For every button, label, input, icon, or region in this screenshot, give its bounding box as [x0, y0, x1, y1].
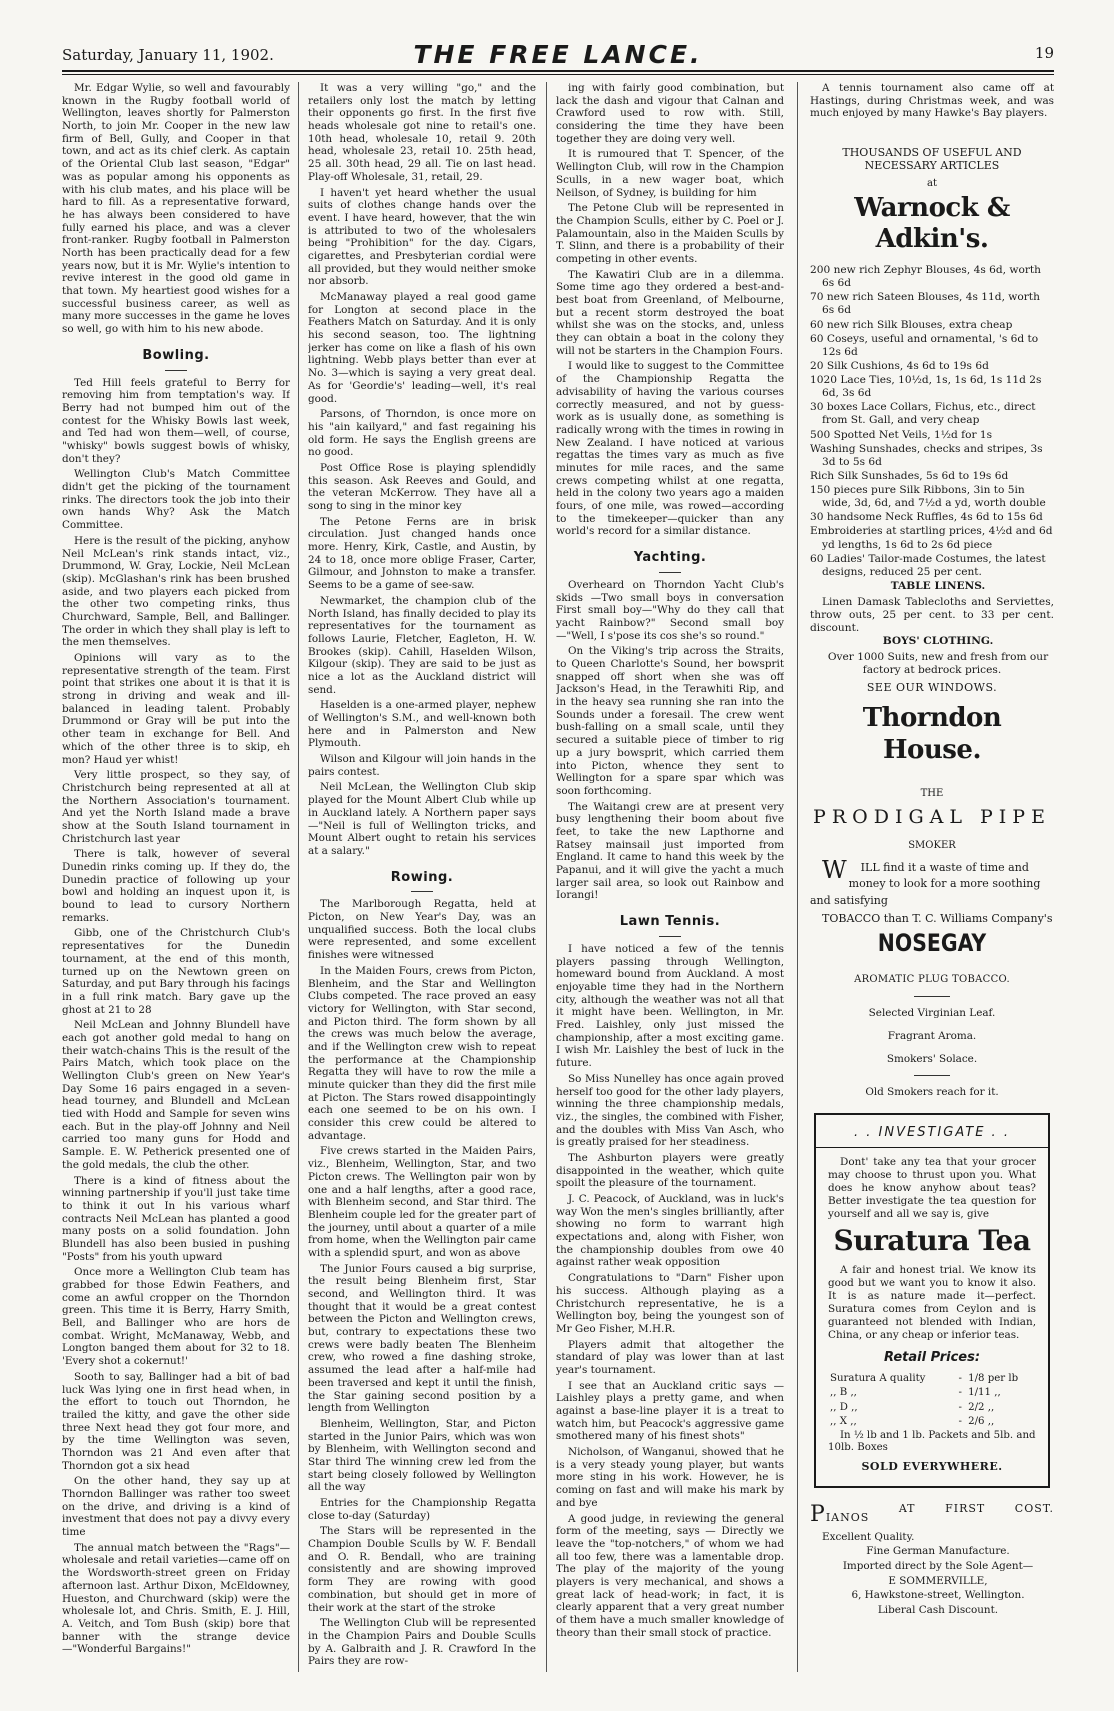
section-heading-rowing: Rowing.: [308, 870, 536, 893]
section-heading-bowling: Bowling.: [62, 348, 290, 371]
advert-subheading: TABLE LINENS.: [890, 579, 986, 592]
article-paragraph: There is a kind of fitness about the winning partnership if you'll just take time to think it out In his various wharf contracts Neil McLean has planted a good many posts on a solid foundation. John Blundell has also been busied in pushing "Posts" from his youth upward: [62, 1174, 290, 1263]
article-paragraph: In the Maiden Fours, crews from Picton, Blenheim, and the Star and Wellington Clubs competed. The race proved an easy victory for Wellington, with Star second, and Picton third. The form shown by all the crews was much below the average, and if the Wellington crew wish to repeat the performance at the Championship Regatta they will have to row the mile a minute quicker than they did the first mile at Picton. The Stars rowed disappointingly each one seemed to be on his own. I consider this crew could be altered to advantage.: [308, 964, 536, 1142]
article-paragraph: Overheard on Thorndon Yacht Club's skids —Two small boys in conversation First small boy—"Why do they call that yacht Rainbow?" Second small boy —"Well, I s'pose its cos she's so round.": [556, 578, 784, 642]
pianos-heading-word: AT: [898, 1501, 916, 1515]
pianos-heading-word: COST.: [1014, 1501, 1054, 1515]
retail-prices-heading: Retail Prices:: [883, 1349, 981, 1365]
column-2: [308, 82, 536, 1672]
article-paragraph: The Wellington Club will be represented in the Champion Pairs and Double Sculls by A. Galbraith and J. R. Crawford In the Pairs they are row-: [308, 1617, 536, 1668]
article-paragraph: The Junior Fours caused a big surprise, the result being Blenheim first, Star second, and Wellington third. It was thought that it would be a great contest between the Picton and Wellington crews, but, contrary to expectations these two crews were badly beaten The Blenheim crew, who rowed a fine dashing stroke, assumed the lead after a half-mile had been traversed and kept it until the finish, the Star gaining second position by a length from Wellington: [308, 1262, 536, 1415]
tea-advert-text: A fair and honest trial. We know its good but we want you to know it also. It is as nature made it—perfect. Suratura comes from Ceylon and is guaranteed not blended with Indian, China, or any cheap or inferior teas.: [828, 1263, 1036, 1341]
article-paragraph: The Marlborough Regatta, held at Picton, on New Year's Day, was an unqualified success. Both the local clubs were represented, and some excellent finishes were witnessed: [308, 898, 536, 962]
advert-subheading: BOYS' CLOTHING.: [882, 635, 994, 648]
article-paragraph: The Waitangi crew are at present very busy lengthening their boom about five feet, to take the new Lapthorne and Ratsey mainsail just imported from England. It came to hand this week by the Papanui, and it will give the yacht a much larger sail area, so look out Rainbow and Iorangi!: [556, 800, 784, 902]
nosegay-feature: Fragrant Aroma.: [887, 1029, 977, 1042]
nosegay-subtitle: AROMATIC PLUG TOBACCO.: [854, 973, 1010, 985]
price-row: [828, 1372, 1036, 1386]
pianos-manufacture: Fine German Manufacture.: [866, 1545, 1010, 1558]
nosegay-tobacco-advert: [810, 788, 1054, 1099]
article-paragraph: It is rumoured that T. Spencer, of the Wellington Club, will row in the Champion Sculls, in a new wager boat, which Neilson, of Sydney, is building for him: [556, 148, 784, 199]
advert-item: 150 pieces pure Silk Ribbons, 3in to 5in wide, 3d, 6d, and 7½d a yd, worth double: [810, 484, 1046, 510]
article-paragraph: ing with fairly good combination, but lack the dash and vigour that Calnan and Crawford used to row with. Still, considering the time they have been together they are doing very well.: [556, 82, 784, 145]
sold-everywhere: SOLD EVERYWHERE.: [861, 1460, 1003, 1474]
article-paragraph: Nicholson, of Wanganui, showed that he is a very steady young player, but wants more sting in his work. However, he is coming on fast and will make his mark by and bye: [556, 1446, 784, 1509]
article-paragraph: Blenheim, Wellington, Star, and Picton started in the Junior Pairs, which was won by Blenheim, with Wellington second and Star third The winning crew led from the start being closely followed by Wellington all the way: [308, 1417, 536, 1494]
article-paragraph: Sooth to say, Ballinger had a bit of bad luck Was lying one in first head when, in the effort to touch out Thorndon, he trailed the kitty, and gave the other side three Next head they got four more, and by the time Wellington was seven, Thorndon was 21 And even after that Thorndon got a six head: [62, 1370, 290, 1472]
column-divider: [298, 82, 299, 1672]
advert-item: 60 Ladies' Tailor-made Costumes, the latest designs, reduced 25 per cent.: [810, 552, 1046, 578]
article-paragraph: I have noticed a few of the tennis players passing through Wellington, homeward bound from Auckland. A most enjoyable time they had in the Northern city, although the weather was not all that it might have been. Wellington, in Mr. Fred. Laishley, only just missed the championship, after a most exciting game. I wish Mr. Laishley the best of luck in the future.: [556, 942, 784, 1070]
price-value: 1/11 ,,: [968, 1387, 1001, 1399]
advert-rule: [914, 1075, 950, 1076]
article-paragraph: Very little prospect, so they say, of Christchurch being represented at all at the Northern Association's tournament. And yet the North Island made a brave show at the South Island tournament in Christchurch last year: [62, 769, 290, 845]
article-paragraph: Entries for the Championship Regatta close to-day (Saturday): [308, 1497, 536, 1522]
price-value: 1/8 per lb: [968, 1372, 1019, 1384]
column-1: [62, 82, 290, 1672]
pianos-address: 6, Hawkstone-street, Wellington.: [851, 1589, 1025, 1602]
article-paragraph: I haven't yet heard whether the usual suits of clothes change hands over the event. I have heard, however, that the win is attributed to two of the wholesalers being "Prohibition" for the day. Cigars, cigarettes, and Presbyterian cordial were all provided, but they would neither smoke nor absorb.: [308, 186, 536, 288]
advert-item: Rich Silk Sunshades, 5s 6d to 19s 6d: [810, 469, 1009, 482]
pipe-the: THE: [920, 788, 944, 800]
article-paragraph: Mr. Edgar Wylie, so well and favourably known in the Rugby football world of Wellington, leaves shortly for Palmerston North, to join Mr. Cooper in the new law firm of Bell, Gully, and Cooper in that town, and act as its chief clerk. As captain of the Oriental Club last season, "Edgar" was as popular among his opponents as with his club mates, and his place will be hard to fill. As a representative forward, he has always been considered to have fully earned his place, and was a clever front-ranker. Rugby football in Palmerston North has been practically dead for a few years now, but it is Mr. Wylie's intention to revive interest in the good old game in that town. My heartiest good wishes for a successful business career, as well as many more successes in the game he loves so well, go with him to his new abode.: [62, 82, 290, 336]
price-dash: -: [958, 1416, 962, 1428]
advert-at: at: [927, 178, 937, 190]
article-paragraph: On the other hand, they say up at Thorndon Ballinger was rather too sweet on the drive, and driving is a kind of investment that does not pay a divvy every time: [62, 1475, 290, 1539]
newspaper-title: THE FREE LANCE.: [413, 40, 703, 69]
masthead-rule-thin: [62, 74, 1054, 75]
pianos-quality: Excellent Quality.: [822, 1530, 915, 1543]
article-paragraph: Opinions will vary as to the representative strength of the team. First point that strikes one about it is that it is strong in driving and weak and ill-balanced in leading talent. Probably Drummond or Gray will be put into the other team in exchange for Bell. And which of the other three is to skip, eh mon? Haud yer whist!: [62, 652, 290, 766]
price-dash: -: [958, 1401, 962, 1413]
price-row: [828, 1401, 1036, 1415]
price-table: [828, 1372, 1036, 1430]
article-paragraph: Wellington Club's Match Committee didn't get the picking of the tournament rinks. The directors took the job into their own hands Why? Ask the Match Committee.: [62, 468, 290, 532]
column-divider: [546, 82, 547, 1672]
article-paragraph: The Ashburton players were greatly disappointed in the weather, which quite spoilt the pleasure of the tournament.: [556, 1151, 784, 1190]
article-paragraph: Neil McLean and Johnny Blundell have each got another gold medal to hang on their watch-chains This is the result of the Pairs Match, which took place on the Wellington Club's green on New Year's Day Some 16 pairs engaged in a seven-head tourney, and Blundell and McLean tied with Hodd and Sample for seven wins each. But in the play-off Johnny and Neil carried too many guns for Hodd and Sample. E. W. Petherick presented one of the gold medals, the club the other.: [62, 1019, 290, 1171]
tennis-note: [810, 82, 1054, 120]
nosegay-feature: Selected Virginian Leaf.: [868, 1007, 996, 1020]
article-paragraph: Haselden is a one-armed player, nephew of Wellington's S.M., and well-known both here and in Palmerston and New Plymouth.: [308, 699, 536, 750]
price-quality: Suratura A quality: [830, 1372, 926, 1384]
price-dash: -: [958, 1372, 962, 1384]
article-paragraph: A good judge, in reviewing the general form of the meeting, says — Directly we leave the "top-notchers," of whom we had all too few, there was a lamentable drop. The play of the majority of the young players is very mechanical, and shows a great lack of head-work; in fact, it is clearly apparent that a very great number of them have a much smaller knowledge of theory than their small stock of practice.: [556, 1512, 784, 1639]
advert-item: 30 boxes Lace Collars, Fichus, etc., direct from St. Gall, and very cheap: [810, 401, 1036, 427]
advert-item: Over 1000 Suits, new and fresh from our factory at bedrock prices.: [827, 651, 1049, 677]
article-paragraph: It was a very willing "go," and the retailers only lost the match by letting their opponents go first. In the first five heads wholesale got nine to retail's one. 10th head, wholesale 10, retail 9. 20th head, wholesale 23, retail 10. 25th head, 25 all. 30th head, 29 all. Tie on last head. Play-off Wholesale, 31, retail, 29.: [308, 82, 536, 183]
article-paragraph: On the Viking's trip across the Straits, to Queen Charlotte's Sound, her bowsprit snapped off short when she was off Jackson's Head, in the Terawhiti Rip, and in the heavy sea running she ran into the Sounds under a foresail. The crew went bush-falling on a small scale, until they secured a suitable piece of timber to rig up a jury bowsprit, which carried them into Picton, whence they sent to Wellington for a spare spar which was soon forthcoming.: [556, 645, 784, 797]
price-quality: ,, X ,,: [830, 1416, 857, 1428]
article-paragraph: Congratulations to "Darn" Fisher upon his success. Although playing as a Christchurch representative, he is a Wellington boy, being the youngest son of Mr Geo Fisher, M.H.R.: [556, 1272, 784, 1335]
article-paragraph: Post Office Rose is playing splendidly this season. Ask Reeves and Gould, and the veteran McKerrow. They have all a song to sing in the minor key: [308, 461, 536, 512]
advert-item: 200 new rich Zephyr Blouses, 4s 6d, worth 6s 6d: [810, 264, 1041, 290]
pipe-title: PRODIGAL PIPE: [813, 806, 1051, 829]
price-row: [828, 1386, 1036, 1400]
advert-item: Embroideries at startling prices, 4½d and 6d yd lengths, 1s 6d to 2s 6d piece: [810, 525, 1053, 551]
advert-house-name: Thorndon House.: [862, 702, 1002, 765]
article-paragraph: There is talk, however of several Dunedin rinks coming up. If they do, the Dunedin practice of following up your bowl and holding an inquest upon it, is bound to lead to cursory Northern remarks.: [62, 848, 290, 924]
tea-advert-text: Dont' take any tea that your grocer may choose to thrust upon you. What does he know anyhow about teas? Better investigate the tea question for yourself and all we say is, give: [828, 1155, 1036, 1220]
pianos-word: IANOS: [825, 1510, 870, 1524]
advert-item: 30 handsome Neck Ruffles, 4s 6d to 15s 6d: [810, 511, 1043, 524]
article-paragraph: The Stars will be represented in the Champion Double Sculls by W. F. Bendall and O. R. Bendall, who are training consistently and are showing improved form They are rowing with good combination, but should get in more of their work at the start of the stroke: [308, 1525, 536, 1614]
column-4-advertisements: [810, 82, 1054, 1672]
advert-see-windows: SEE OUR WINDOWS.: [866, 681, 998, 695]
drop-cap: W: [822, 855, 847, 884]
drop-cap: P: [810, 1501, 826, 1527]
advert-item: 20 Silk Cushions, 4s 6d to 19s 6d: [810, 359, 989, 372]
article-paragraph: Neil McLean, the Wellington Club skip played for the Mount Albert Club while up in Auckland lately. A Northern paper says —"Neil is full of Wellington tricks, and Mount Albert ought to retain his services at a salary.": [308, 781, 536, 857]
article-paragraph: Five crews started in the Maiden Pairs, viz., Blenheim, Wellington, Star, and two Picton crews. The Wellington pair won by one and a half lengths, after a good race, with Blenheim second, and Star third. The Blenheim couple led for the greater part of the journey, until about a quarter of a mile from home, when the Wellington pair came with a splendid spurt, and won as above: [308, 1145, 536, 1259]
article-paragraph: The annual match between the "Rags"—wholesale and retail varieties—came off on the Wordsworth-street green on Friday afternoon last. Arthur Dixon, McEldowney, Hueston, and Churchward (skip) were the wholesale lot, and Chris. Smith, E. J. Hill, A. Veitch, and Tom Bush (skip) bore that banner with the strange device—"Wonderful Bargains!": [62, 1541, 290, 1656]
section-heading-lawn-tennis: Lawn Tennis.: [556, 914, 784, 937]
article-paragraph: The Kawatiri Club are in a dilemma. Some time ago they ordered a best-and-best boat from Greenland, of Melbourne, but a recent storm destroyed the boat whilst she was on the stocks, and, unless they can obtain a boat in the colony they will not be starters in the Champion Fours.: [556, 268, 784, 357]
article-paragraph: I see that an Auckland critic says — Laishley plays a pretty game, and when against a base-line player it is a treat to watch him, but Peacock's aggressive game smothered many of his finest shots": [556, 1379, 784, 1443]
nosegay-brand: NOSEGAY: [877, 928, 987, 957]
article-paragraph: Once more a Wellington Club team has grabbed for those Edwin Feathers, and come an awful cropper on the Thorndon green. This time it is Berry, Harry Smith, Bell, and Ballinger who are hors de combat. Wright, McManaway, Webb, and Longton banged them about for 32 to 18. 'Every shot a cokernut!': [62, 1266, 290, 1368]
price-quality: ,, B ,,: [830, 1387, 857, 1399]
article-paragraph: The Petone Ferns are in brisk circulation. Just changed hands once more. Henry, Kirk, Castle, and Austin, by 24 to 18, once more oblige Fraser, Carter, Gilmour, and Johnston to make a transfer. Seems to be a game of see-saw.: [308, 515, 536, 592]
masthead: [62, 40, 1054, 69]
advert-item: 1020 Lace Ties, 10½d, 1s, 1s 6d, 1s 11d 2s 6d, 3s 6d: [810, 374, 1042, 400]
tea-brand-name: Suratura Tea: [833, 1223, 1031, 1257]
issue-date: Saturday, January 11, 1902.: [62, 46, 274, 64]
pianos-heading: [810, 1502, 1054, 1529]
article-paragraph: A tennis tournament also came off at Hastings, during Christmas week, and was much enjoyed by many Hawke's Bay players.: [810, 82, 1054, 120]
pianos-heading-word: FIRST: [945, 1501, 986, 1515]
advert-item: 70 new rich Sateen Blouses, 4s 11d, worth 6s 6d: [810, 291, 1040, 317]
advert-item: Linen Damask Tablecloths and Serviettes, throw outs, 25 per cent. to 33 per cent. discount.: [810, 595, 1054, 635]
article-paragraph: Parsons, of Thorndon, is once more on his "ain kailyard," and fast regaining his old form. He says the English greens are no good.: [308, 408, 536, 459]
advert-item-list: [810, 264, 1054, 579]
article-paragraph: Wilson and Kilgour will join hands in the pairs contest.: [308, 753, 536, 778]
advert-rule: [914, 996, 950, 997]
tea-advert-title: . . INVESTIGATE . .: [816, 1125, 1048, 1148]
price-quality: ,, D ,,: [830, 1401, 858, 1413]
advert-store-name: Warnock & Adkin's.: [854, 192, 1010, 255]
article-paragraph: Here is the result of the picking, anyhow Neil McLean's rink stands intact, viz., Drummond, W. Gray, Lockie, Neil McLean (skip). McGlashan's rink has been brushed aside, and two players each picked from the other two competing rinks, thus Churchward, Sample, Bell, and Ballinger. The order in which they shall play is left to the men themselves.: [62, 534, 290, 649]
advert-item: Washing Sunshades, checks and stripes, 3s 3d to 5s 6d: [810, 442, 1043, 468]
price-row: [828, 1415, 1036, 1429]
article-paragraph: I would like to suggest to the Committee of the Championship Regatta the advisability of having the various courses correctly measured, and not by guess-work as is usually done, as something is radically wrong with the times in rowing in New Zealand. I have noticed at various regattas the times vary as much as five minutes for mile races, and the same crews competing whilst at one regatta, held in the colony two years ago a maiden fours, of one mile, was rowed—according to the timekeeper—quicker than any world's record for a similar distance.: [556, 360, 784, 538]
price-value: 2/6 ,,: [968, 1416, 995, 1428]
pianos-heading-word: [810, 1502, 869, 1529]
article-paragraph: J. C. Peacock, of Auckland, was in luck's way Won the men's singles brilliantly, after showing no form to warrant high expectations and, along with Fisher, won the championship doubles from owe 40 against rather weak opposition: [556, 1193, 784, 1269]
pianos-advert: [810, 1502, 1054, 1617]
advert-heading: THOUSANDS OF USEFUL AND NECESSARY ARTICLES: [842, 146, 1022, 173]
advert-item: 500 Spotted Net Veils, 1½d for 1s: [810, 428, 993, 441]
pipe-text-body: ILL find it a waste of time and money to look for a more soothing and satisfying: [810, 860, 1041, 907]
price-dash: -: [958, 1387, 962, 1399]
warnock-adkins-advert: [810, 146, 1054, 766]
advert-item: 60 new rich Silk Blouses, extra cheap: [810, 318, 1013, 331]
article-paragraph: Players admit that altogether the standard of play was lower than at last year's tournament.: [556, 1338, 784, 1376]
article-paragraph: Newmarket, the champion club of the North Island, has finally decided to play its representatives for the tournament as follows Laurie, Fletcher, Eagleton, H. W. Brookes (skip). Cahill, Haselden Wilson, Kilgour (skip). They are said to be just as nice a lot as the Auckland district will send.: [308, 594, 536, 696]
pipe-text: [810, 855, 1054, 910]
article-paragraph: The Petone Club will be represented in the Champion Sculls, either by C. Poel or J. Palamountain, also in the Maiden Sculls by T. Slinn, and there is a probability of their competing in other events.: [556, 202, 784, 265]
nosegay-feature: Old Smokers reach for it.: [865, 1086, 999, 1099]
pianos-discount: Liberal Cash Discount.: [877, 1604, 999, 1617]
article-paragraph: McManaway played a real good game for Longton at second place in the Feathers Match on Saturday. And it is only his second season, too. The lightning jerker has come on like a flash of his own lightning. Webb plays better than ever at No. 3—which is saying a very great deal. As for 'Geordie's' leading—well, it's real good.: [308, 291, 536, 405]
advert-item: 60 Coseys, useful and ornamental, 's 6d to 12s 6d: [810, 332, 1039, 358]
column-divider: [797, 82, 798, 1672]
article-paragraph: So Miss Nunelley has once again proved herself too good for the other lady players, winning the three championship medals, viz., the singles, the combined with Fisher, and the doubles with Miss Van Asch, who is greatly praised for her steadiness.: [556, 1072, 784, 1149]
pianos-agent: E SOMMERVILLE,: [888, 1574, 988, 1587]
page-number: 19: [1034, 44, 1054, 62]
pipe-tobacco-line: TOBACCO than T. C. Williams Company's: [822, 912, 1053, 926]
section-heading-yachting: Yachting.: [556, 550, 784, 573]
pipe-smoker: SMOKER: [908, 839, 956, 851]
column-3: [556, 82, 784, 1672]
nosegay-feature: Smokers' Solace.: [886, 1052, 978, 1065]
pianos-imported: Imported direct by the Sole Agent—: [842, 1560, 1034, 1573]
article-paragraph: Ted Hill feels grateful to Berry for removing him from temptation's way. If Berry had not bumped him out of the contest for the Whisky Bowls last week, and Ted had won them—well, of course, "whisky" bowls suggest bowls of whisky, don't they?: [62, 376, 290, 465]
suratura-tea-advert: [814, 1113, 1050, 1488]
price-value: 2/2 ,,: [968, 1401, 995, 1413]
tea-packets: In ½ lb and 1 lb. Packets and 5lb. and 10lb. Boxes: [828, 1429, 1036, 1453]
masthead-rule: [62, 70, 1054, 72]
article-paragraph: Gibb, one of the Christchurch Club's representatives for the Dunedin tournament, at the end of this month, turned up on the Newtown green on Saturday, and put Bary through his facings in a full rink match. Bary gave up the ghost at 21 to 28: [62, 927, 290, 1016]
